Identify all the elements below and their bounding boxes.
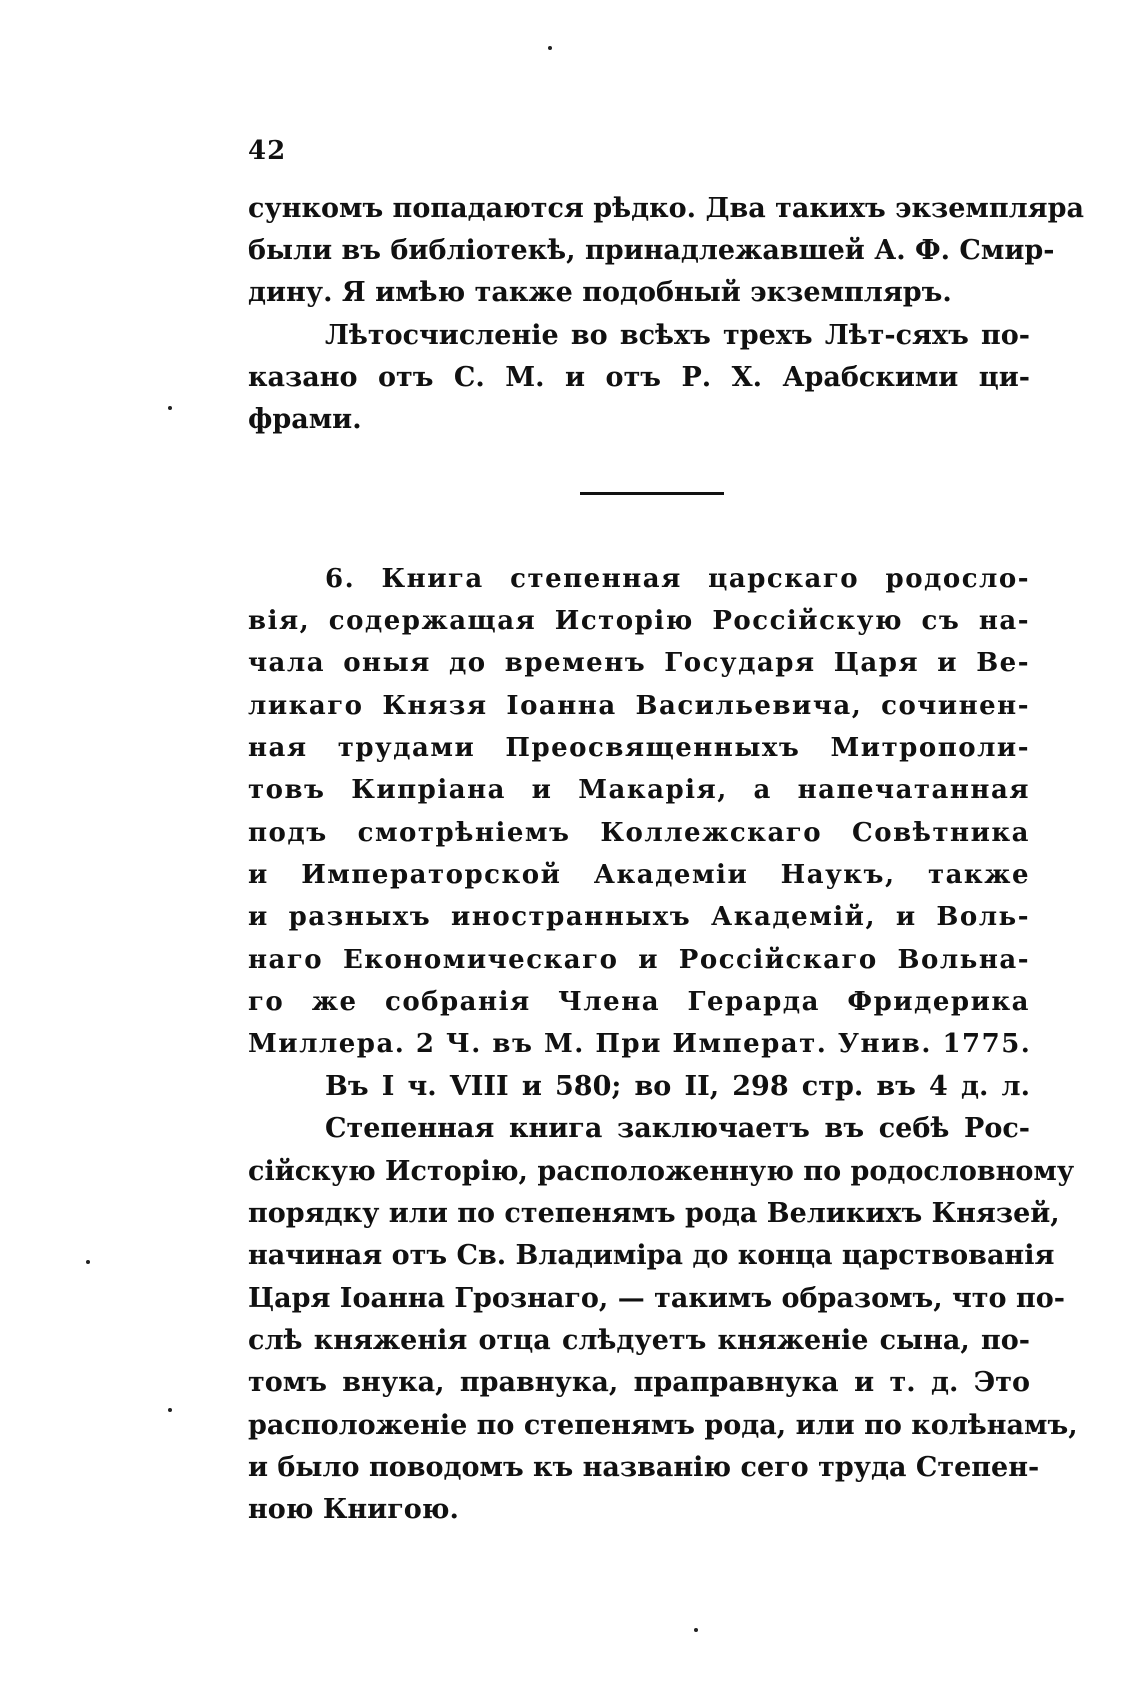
description-line: сійскую Исторію, расположенную по родословному xyxy=(248,1156,1075,1187)
text-line: были въ библіотекѣ, принадлежавшей А. Ф. Смир- xyxy=(248,235,1055,266)
page-number: 42 xyxy=(248,136,287,166)
section-divider xyxy=(580,492,724,495)
text-line: Лѣтосчисленіе во всѣхъ трехъ Лѣт-сяхъ по- xyxy=(325,320,1030,351)
text-line: сункомъ попадаются рѣдко. Два такихъ экземпляра xyxy=(248,193,1084,224)
description-line: начиная отъ Св. Владиміра до конца царствованія xyxy=(248,1240,1055,1271)
description-line: Степенная книга заключаетъ въ себѣ Рос- xyxy=(325,1113,1030,1144)
entry-title-line: чала оныя до временъ Государя Царя и Ве- xyxy=(248,648,1030,678)
description-line: и было поводомъ къ названію сего труда Степен- xyxy=(248,1452,1040,1483)
entry-title-line: и Императорской Академіи Наукъ, также xyxy=(248,860,1030,890)
entry-title-line: подъ смотрѣніемъ Коллежскаго Совѣтника xyxy=(248,818,1030,848)
description-line: порядку или по степенямъ рода Великихъ Князей, xyxy=(248,1198,1060,1229)
text-line: фрами. xyxy=(248,404,362,435)
description-line: Царя Іоанна Грознаго, — такимъ образомъ, что по- xyxy=(248,1283,1065,1314)
entry-title-line: 6. Книга степенная царскаго родосло- xyxy=(325,564,1030,594)
entry-title-line: го же собранія Члена Герарда Фридерика xyxy=(248,987,1030,1017)
scan-speck xyxy=(168,406,172,410)
scan-speck xyxy=(548,46,552,50)
description-line: слѣ княженія отца слѣдуетъ княженіе сына, по- xyxy=(248,1325,1030,1356)
description-line: ною Книгою. xyxy=(248,1494,459,1525)
scan-speck xyxy=(168,1408,172,1412)
entry-title-line: наго Економическаго и Россійскаго Вольна- xyxy=(248,945,1030,975)
text-line: казано отъ С. М. и отъ Р. Х. Арабскими ци- xyxy=(248,362,1030,393)
entry-title-line: ная трудами Преосвященныхъ Митрополи- xyxy=(248,733,1030,763)
description-line: томъ внука, правнука, праправнука и т. д. Это xyxy=(248,1367,1030,1398)
description-line: расположеніе по степенямъ рода, или по колѣнамъ, xyxy=(248,1410,1078,1441)
scan-speck xyxy=(694,1628,698,1632)
scan-speck xyxy=(86,1260,90,1264)
entry-title-line: вія, содержащая Исторію Россійскую съ на- xyxy=(248,606,1030,636)
entry-title-line: товъ Кипріана и Макарія, а напечатанная xyxy=(248,775,1030,805)
entry-title-line: и разныхъ иностранныхъ Академій, и Воль- xyxy=(248,902,1030,932)
entry-title-line: Миллера. 2 Ч. въ М. При Императ. Унив. 1775. xyxy=(248,1029,1032,1059)
entry-title-line: ликаго Князя Іоанна Васильевича, сочинен- xyxy=(248,691,1030,721)
entry-format-line: Въ I ч. VIII и 580; во II, 298 стр. въ 4 д. л. xyxy=(325,1071,1030,1102)
text-line: дину. Я имѣю также подобный экземпляръ. xyxy=(248,277,952,308)
